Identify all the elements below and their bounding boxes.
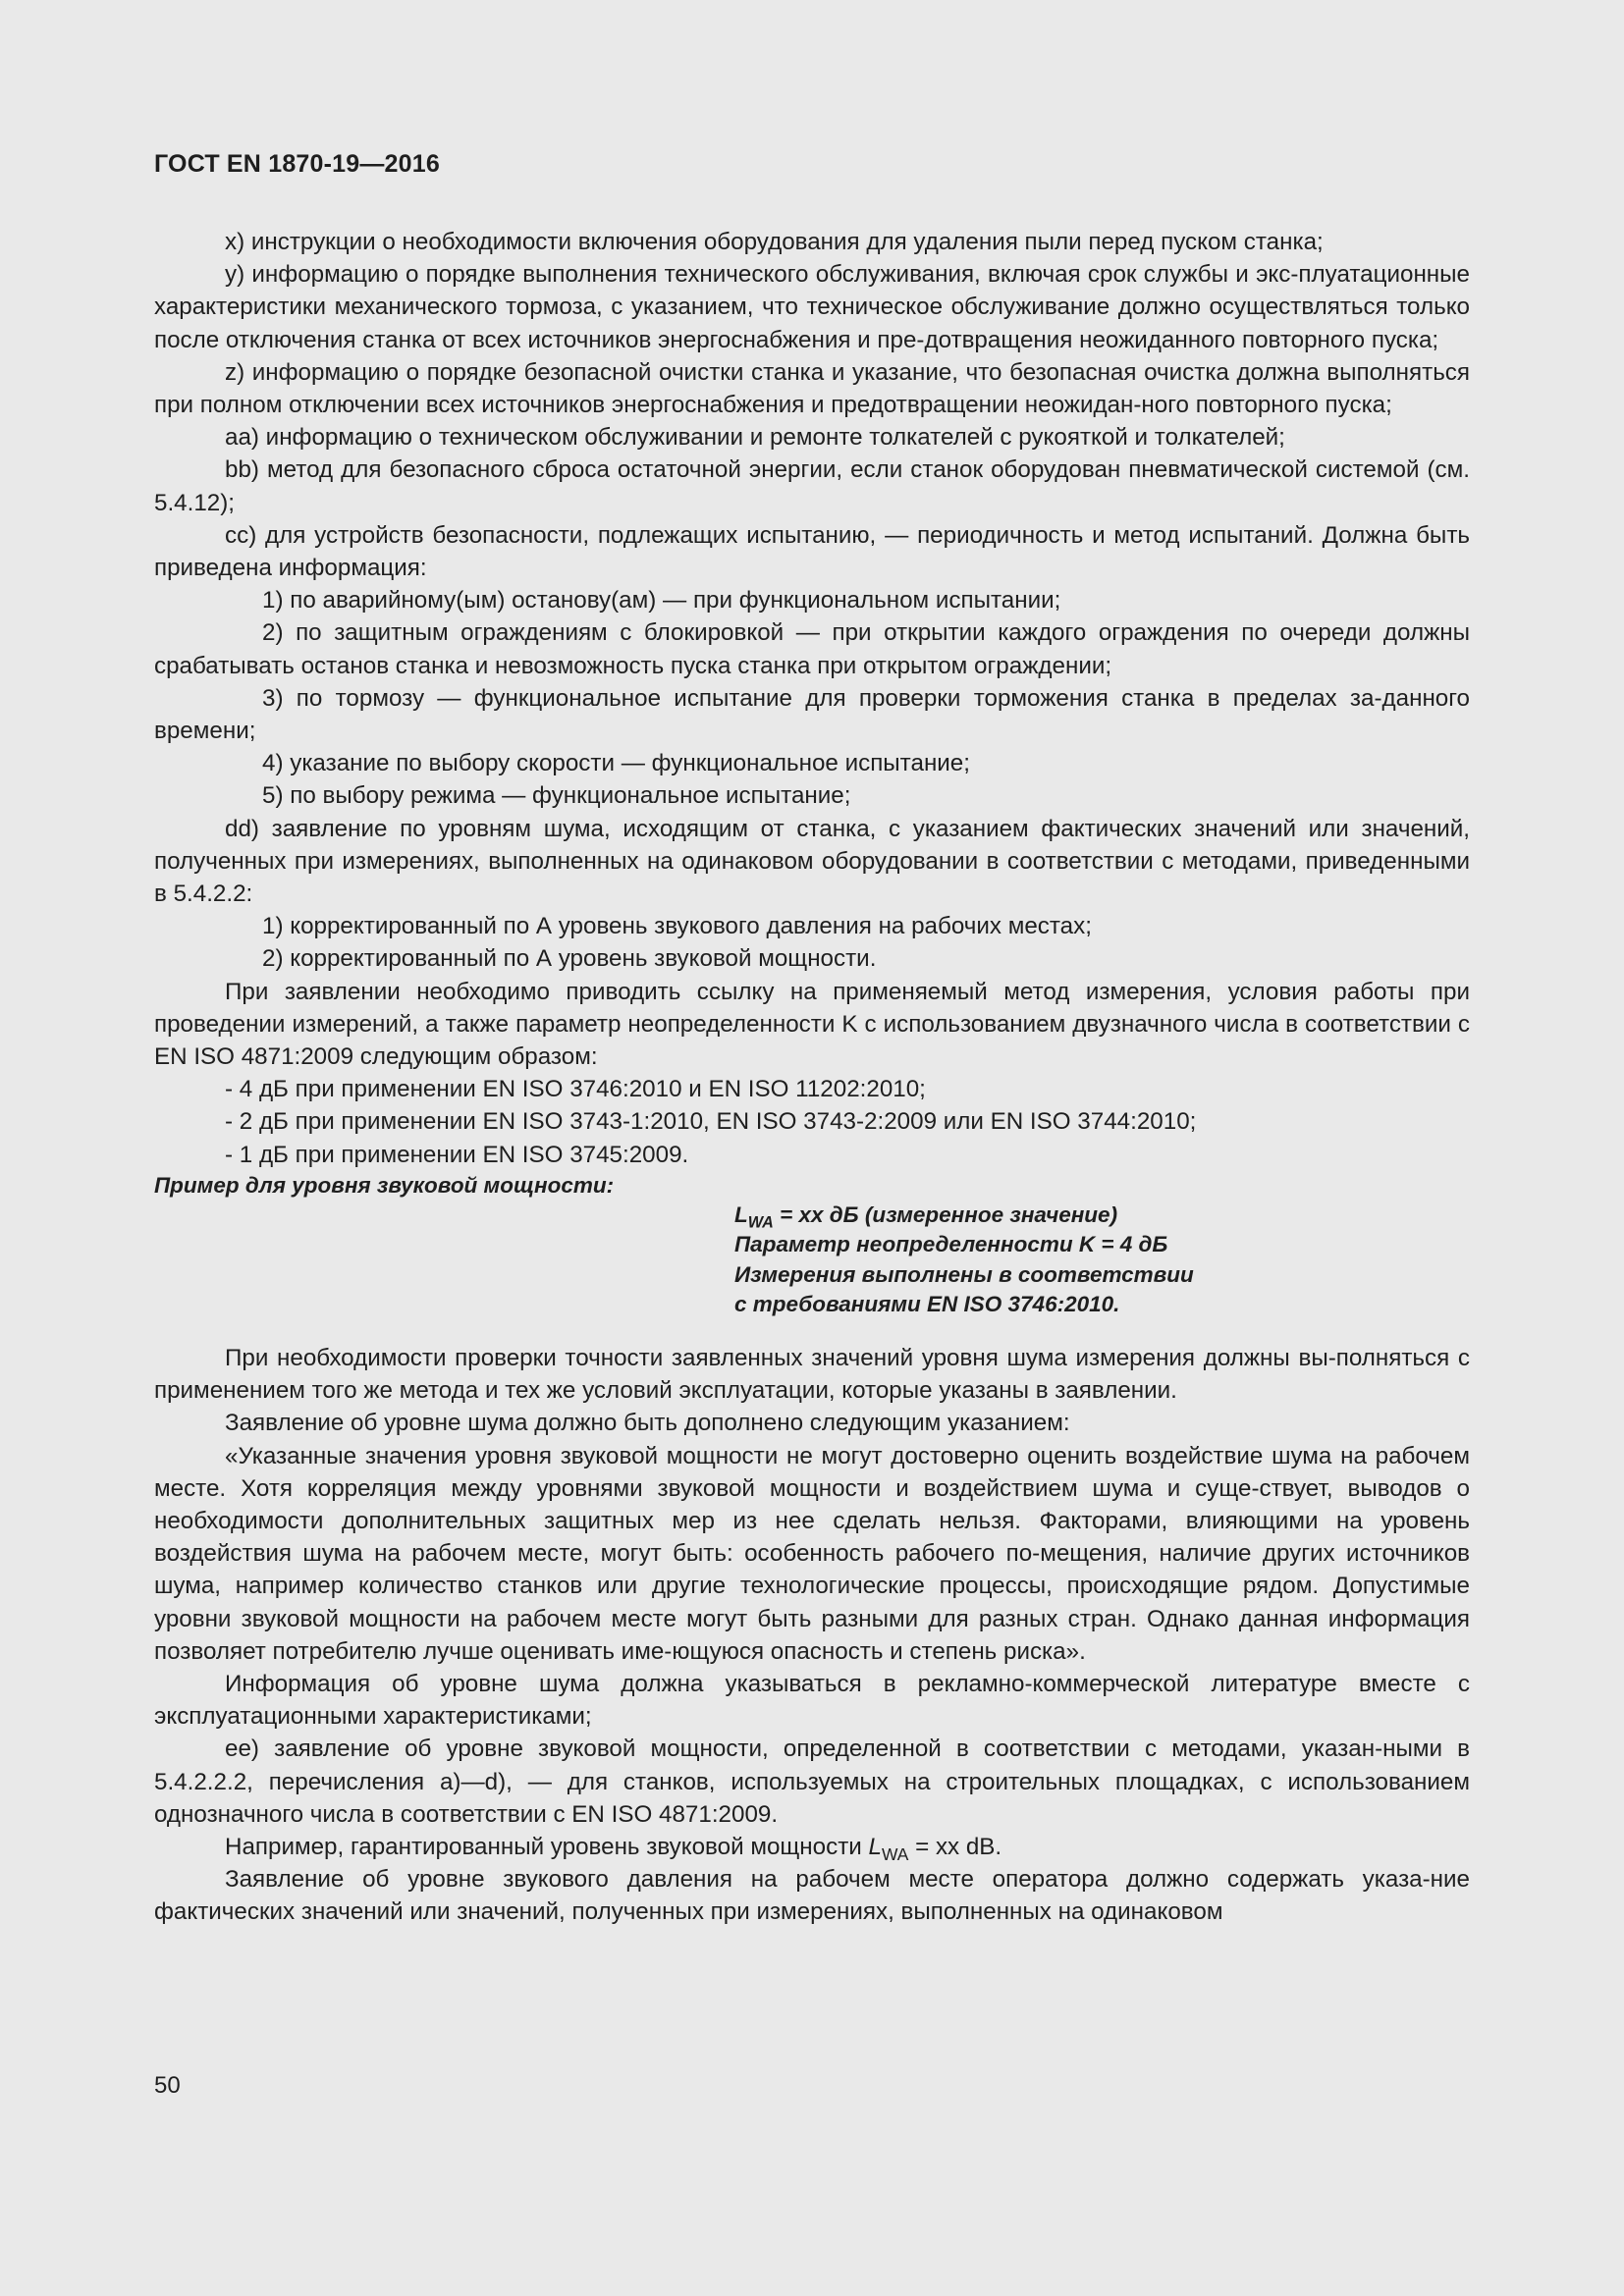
paragraph: x) инструкции о необходимости включения оборудования для удаления пыли перед пуском станка; — [225, 229, 1324, 255]
paragraph: 2) корректированный по А уровень звуковой мощности. — [262, 945, 877, 973]
paragraph: «Указанные значения уровня звуковой мощности не могут достоверно оценить воздействие шума на рабочем месте. Хотя корреляция между уровнями звуковой мощности и воздействием шума и суще-ствует, выводов о необходимости дополнительных защитных мер из нее сделать нельзя. Факторами, влияющими на уровень воздействия шума на рабочем месте, могут быть: особенность рабочего по-мещения, наличие других источников шума, например количество станков или другие технологические процессы, происходящие рядом. Допустимые уровни звуковой мощности на рабочем месте могут быть разными для разных стран. Однако данная информация позволяет потребителю лучше оценивать име-ющуюся опасность и степень риска». — [154, 1442, 1470, 1665]
paragraph: 2) по защитным ограждениям с блокировкой — при открытии каждого ограждения по очереди должны срабатывать останов станка и невозможность пуска станка при открытом ограждении; — [154, 619, 1470, 679]
example-line-2: Параметр неопределенности K = 4 дБ — [734, 1232, 1168, 1257]
paragraph: - 2 дБ при применении EN ISO 3743-1:2010, EN ISO 3743-2:2009 или EN ISO 3744:2010; — [225, 1108, 1197, 1136]
example-line-3: Измерения выполнены в соответствии — [734, 1261, 1194, 1287]
document-header: ГОСТ EN 1870-19—2016 — [154, 150, 440, 178]
paragraph: z) информацию о порядке безопасной очистки станка и указание, что безопасная очистка должна выполняться при полном отключении всех источников энергоснабжения и предотвращении неожидан-ного повторного пуска; — [154, 358, 1470, 419]
paragraph: 5) по выбору режима — функциональное испытание; — [262, 782, 851, 810]
page-number: 50 — [154, 2072, 181, 2099]
paragraph: - 4 дБ при применении EN ISO 3746:2010 и EN ISO 11202:2010; — [225, 1076, 926, 1103]
paragraph: При необходимости проверки точности заявленных значений уровня шума измерения должны вы-полняться с применением того же метода и тех же условий эксплуатации, которые указаны в заявлении. — [154, 1344, 1470, 1405]
paragraph: dd) заявление по уровням шума, исходящим от станка, с указанием фактических значений или значений, полученных при измерениях, выполненных на одинаковом оборудовании в соответствии с методами, приведенными в 5.4.2.2: — [154, 815, 1470, 908]
paragraph: Заявление об уровне звукового давления на рабочем месте оператора должно содержать указа-ние фактических значений или значений, полученных при измерениях, выполненных на одинаковом — [154, 1866, 1470, 1926]
paragraph: Заявление об уровне шума должно быть дополнено следующим указанием: — [225, 1410, 1070, 1437]
paragraph: Информация об уровне шума должна указываться в рекламно-коммерческой литературе вместе с эксплуатационными характеристиками; — [154, 1670, 1470, 1731]
paragraph: 3) по тормозу — функциональное испытание для проверки торможения станка в пределах за-данного времени; — [154, 684, 1470, 745]
example-line-1: $L_{WA}$ = xx дБ (измеренное значение) — [734, 1201, 1118, 1232]
body-section-1 — [154, 226, 1470, 1171]
example-title: Пример для уровня звуковой мощности: — [154, 1172, 615, 1198]
body-section-3 — [154, 1863, 1470, 1928]
example-line-4: с требованиями EN ISO 3746:2010. — [734, 1292, 1120, 1317]
paragraph: При заявлении необходимо приводить ссылку на применяемый метод измерения, условия работы при проведении измерений, а также параметр неопределенности K с использованием двузначного числа в соответствии с EN ISO 4871:2009 следующим образом: — [154, 978, 1470, 1071]
example-block — [734, 1201, 1470, 1320]
paragraph: cc) для устройств безопасности, подлежащих испытанию, — периодичность и метод испытаний. Должна быть приведена информация: — [154, 521, 1470, 582]
paragraph: y) информацию о порядке выполнения технического обслуживания, включая срок службы и экс-плуатационные характеристики механического тормоза, с указанием, что техническое обслуживание должно осуществляться только после отключения станка от всех источников энергоснабжения и пре-дотвращения неожиданного повторного пуска; — [154, 261, 1470, 353]
paragraph: aa) информацию о техническом обслуживании и ремонте толкателей с рукояткой и толкателей; — [225, 424, 1285, 452]
paragraph: ee) заявление об уровне звуковой мощности, определенной в соответствии с методами, указан-ными в 5.4.2.2.2, перечисления a)—d), — для станков, используемых на строительных площадках, с использованием однозначного числа в соответствии с EN ISO 4871:2009. — [154, 1735, 1470, 1828]
paragraph: - 1 дБ при применении EN ISO 3745:2009. — [225, 1141, 689, 1168]
page-content — [154, 226, 1470, 1929]
paragraph-guaranteed-level: Например, гарантированный уровень звуковой мощности $L_{WA}$ = xx dB. — [225, 1833, 1002, 1865]
paragraph: 4) указание по выбору скорости — функциональное испытание; — [262, 750, 970, 777]
body-section-2 — [154, 1342, 1470, 1831]
paragraph: 1) по аварийному(ым) останову(ам) — при функциональном испытании; — [262, 587, 1061, 614]
paragraph: 1) корректированный по А уровень звукового давления на рабочих местах; — [262, 913, 1092, 940]
paragraph: bb) метод для безопасного сброса остаточной энергии, если станок оборудован пневматической системой (см. 5.4.12); — [154, 456, 1470, 516]
